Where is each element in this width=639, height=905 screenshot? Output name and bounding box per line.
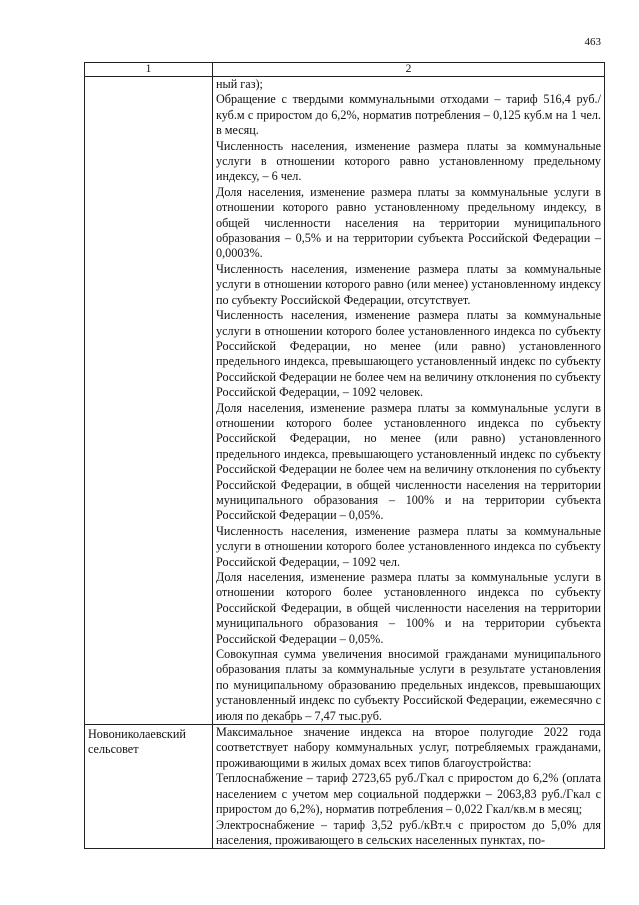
paragraph: Обращение с твердыми коммунальными отходами – тариф 516,4 руб./куб.м с приростом до 6,2%, норматив потребления – 0,125 куб.м на 1 чел. в месяц. (216, 92, 601, 138)
row2-col2 (213, 725, 605, 849)
table-row (85, 725, 605, 849)
paragraph: Численность населения, изменение размера платы за коммунальные услуги в отношении которого более установленного индекса по субъекту Российской Федерации, – 1092 чел. (216, 523, 601, 569)
column-header-1: 1 (85, 63, 213, 77)
table-header-row (85, 63, 605, 77)
paragraph: Численность населения, изменение размера платы за коммунальные услуги в отношении которого равно установленному предельному индексу, – 6 чел. (216, 138, 601, 184)
municipality-name: Новониколаевский сельсовет (85, 725, 213, 849)
column-header-2: 2 (213, 63, 605, 77)
page-number: 463 (584, 36, 601, 48)
paragraph: Численность населения, изменение размера платы за коммунальные услуги в отношении которого равно (или менее) установленному индексу по субъекту Российской Федерации, отсутствует. (216, 261, 601, 307)
paragraph: Совокупная сумма увеличения вносимой гражданами муниципального образования платы за коммунальные услуги в результате установления по муниципальному образованию предельных индексов, превышающих установленный индекс по субъекту Российской Федерации, ежемесячно с июля по декабрь – 7,47 тыс.руб. (216, 647, 601, 723)
table-row (85, 77, 605, 725)
paragraph: Электроснабжение – тариф 3,52 руб./кВт.ч с приростом до 5,0% для населения, проживающего в сельских населенных пунктах, по- (216, 817, 601, 847)
paragraph: ный газ); (216, 77, 263, 91)
paragraph: Доля населения, изменение размера платы за коммунальные услуги в отношении которого равно установленному предельному индексу, в общей численности населения на территории муниципального образования – 0,5% и на территории субъекта Российской Федерации – 0,0003%. (216, 184, 601, 261)
paragraph: Максимальное значение индекса на второе полугодие 2022 года соответствует набору коммунальных услуг, потребляемых гражданами, проживающими в жилых домах всех типов благоустройства: (216, 725, 601, 770)
paragraph: Теплоснабжение – тариф 2723,65 руб./Гкал с приростом до 6,2% (оплата населением с учетом мер социальной поддержки – 2063,83 руб./Гкал с приростом до 6,2%), норматив потребления – 0,022 Гкал/кв.м в месяц; (216, 771, 601, 817)
row1-col2 (213, 77, 605, 725)
paragraph: Доля населения, изменение размера платы за коммунальные услуги в отношении которого более установленного индекса по субъекту Российской Федерации, в общей численности населения на территории муниципального образования – 100% и на территории субъекта Российской Федерации – 0,05%. (216, 570, 601, 646)
paragraph: Численность населения, изменение размера платы за коммунальные услуги в отношении которого более установленного индекса по субъекту Российской Федерации, но менее (или равно) установленного предельного индекса, превышающего установленный индекс по субъекту Российской Федерации не более чем на величину отклонения по субъекту Российской Федерации, – 1092 человек. (216, 308, 601, 400)
document-table (84, 62, 605, 849)
paragraph: Доля населения, изменение размера платы за коммунальные услуги в отношении которого более установленного индекса по субъекту Российской Федерации, но менее (или равно) установленного предельного индекса, превышающего установленный индекс по субъекту Российской Федерации не более чем на величину отклонения по субъекту Российской Федерации, в общей численности населения на территории муниципального образования – 100% и на территории субъекта Российской Федерации – 0,05%. (216, 400, 601, 523)
row1-col1 (85, 77, 213, 725)
